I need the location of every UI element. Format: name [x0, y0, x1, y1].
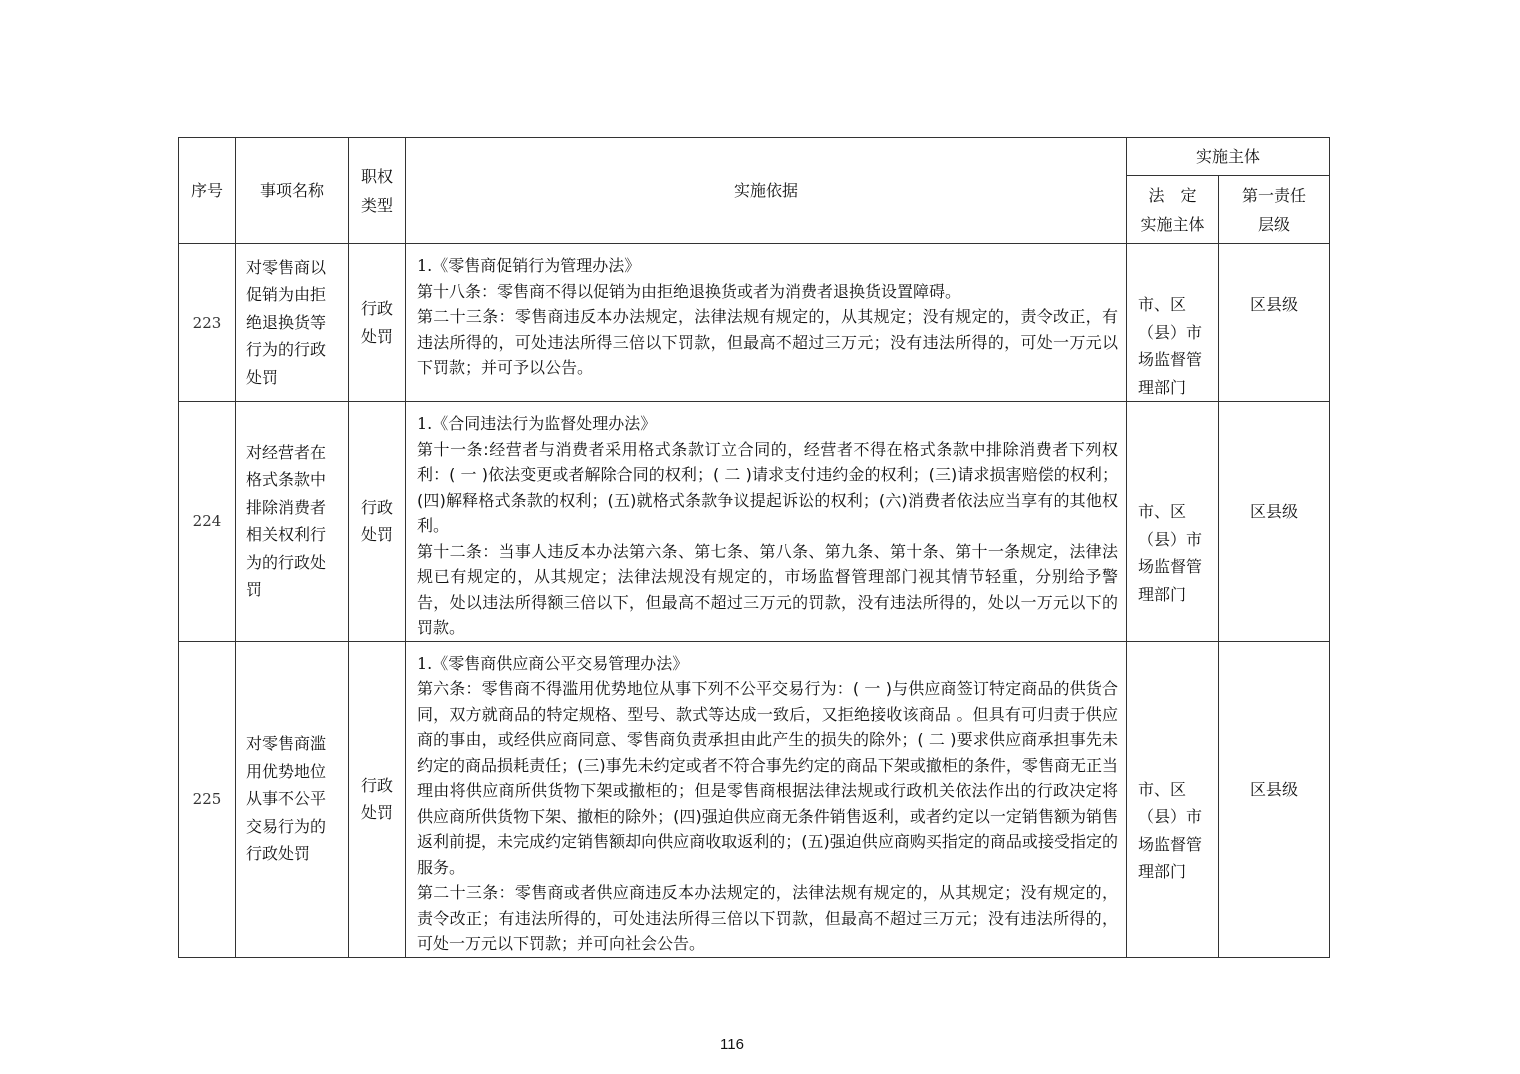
row-legal-subject: 市、区（县）市场监督管理部门: [1127, 244, 1219, 402]
header-impl-subject: 实施主体: [1127, 138, 1330, 176]
header-auth-type-line2: 类型: [360, 195, 393, 215]
header-auth-type-line1: 职权: [360, 166, 393, 186]
row-basis: [406, 641, 1127, 957]
header-legal-subject-line1: 法 定: [1148, 185, 1197, 205]
law-clause: 第十一条:经营者与消费者采用格式条款订立合同的，经营者不得在格式条款中排除消费者下列权利：( 一 )依法变更或者解除合同的权利；( 二 )请求支付违约金的权利；(三)请求损害赔偿的权利；(四)解释格式条款的权利；(五)就格式条款争议提起诉讼的权利；(六)消费者依法应当享有的其他权利。: [417, 439, 1118, 535]
row-legal-subject: 市、区（县）市场监督管理部门: [1127, 402, 1219, 642]
header-legal-subject-line2: 实施主体: [1140, 214, 1205, 234]
row-seq: 225: [179, 641, 236, 957]
row-item-name: 对零售商滥用优势地位从事不公平交易行为的行政处罚: [236, 641, 349, 957]
law-clause: 第十二条：当事人违反本办法第六条、第七条、第八条、第九条、第十条、第十一条规定，法律法规已有规定的，从其规定；法律法规没有规定的，市场监督管理部门视其情节轻重，分别给予警告，处以违法所得额三倍以下，但最高不超过三万元的罚款，没有违法所得的，处以一万元以下的罚款。: [417, 541, 1118, 637]
row-seq: 223: [179, 244, 236, 402]
row-first-level: 区县级: [1219, 244, 1330, 402]
row-item-name: 对零售商以促销为由拒绝退换货等行为的行政处罚: [236, 244, 349, 402]
page-number: 116: [720, 1036, 744, 1053]
enforcement-items-table: [178, 137, 1330, 958]
row-auth-type-line1: 行政: [360, 299, 393, 318]
row-legal-subject: 市、区（县）市场监督管理部门: [1127, 641, 1219, 957]
row-auth-type-line2: 处罚: [360, 326, 393, 346]
header-first-level-line2: 层级: [1258, 214, 1291, 234]
law-clause: 第六条：零售商不得滥用优势地位从事下列不公平交易行为：( 一 )与供应商签订特定商品的供货合同，双方就商品的特定规格、型号、款式等达成一致后，又拒绝接收该商品 。但具有可归责于供应商的事由，或经供应商同意、零售商负责承担由此产生的损失的除外；( 二 )要求供应商承担事先未约定的商品损耗责任；(三)事先未约定或者不符合事先约定的商品下架或撤柜的条件，零售商无正当理由将供应商所供货物下架或撤柜的；但是零售商根据法律法规或行政机关依法作出的行政决定将供应商所供货物下架、撤柜的除外；(四)强迫供应商无条件销售返利，或者约定以一定销售额为销售返利前提，未完成约定销售额却向供应商收取返利的；(五)强迫供应商购买指定的商品或接受指定的服务。: [417, 679, 1118, 877]
row-auth-type-line2: 处罚: [360, 803, 393, 822]
table-row: [179, 402, 1330, 642]
row-auth-type: [349, 244, 406, 402]
header-item-name: 事项名称: [236, 138, 349, 244]
row-seq: 224: [179, 402, 236, 642]
row-auth-type: [349, 402, 406, 642]
law-title: 1.《零售商供应商公平交易管理办法》: [417, 653, 689, 673]
row-auth-type-line2: 处罚: [360, 525, 393, 545]
row-basis: [406, 244, 1127, 402]
law-clause: 第二十三条：零售商违反本办法规定，法律法规有规定的，从其规定；没有规定的，责令改正，有违法所得的，可处违法所得三倍以下罚款，但最高不超过三万元；没有违法所得的，可处一万元以下罚款；并可予以公告。: [417, 307, 1118, 377]
header-first-level-line1: 第一责任: [1242, 185, 1307, 205]
law-title: 1.《零售商促销行为管理办法》: [417, 256, 641, 275]
header-legal-subject: [1127, 176, 1219, 244]
row-item-name: 对经营者在格式条款中排除消费者相关权利行为的行政处罚: [236, 402, 349, 642]
law-title: 1.《合同违法行为监督处理办法》: [417, 414, 657, 433]
row-basis: [406, 402, 1127, 642]
row-first-level: 区县级: [1219, 402, 1330, 642]
table-row: [179, 641, 1330, 957]
law-clause: 第十八条：零售商不得以促销为由拒绝退换货或者为消费者退换货设置障碍。: [417, 281, 962, 301]
law-clause: 第二十三条：零售商或者供应商违反本办法规定的，法律法规有规定的，从其规定；没有规定的，责令改正；有违法所得的，可处违法所得三倍以下罚款，但最高不超过三万元；没有违法所得的，可处一万元以下罚款；并可向社会公告。: [417, 883, 1118, 953]
header-basis: 实施依据: [406, 138, 1127, 244]
row-auth-type: [349, 641, 406, 957]
table-row: [179, 244, 1330, 402]
row-auth-type-line1: 行政: [360, 497, 393, 517]
header-seq: 序号: [179, 138, 236, 244]
header-auth-type: [349, 138, 406, 244]
row-first-level: 区县级: [1219, 641, 1330, 957]
header-first-level: [1219, 176, 1330, 244]
row-auth-type-line1: 行政: [360, 775, 393, 795]
